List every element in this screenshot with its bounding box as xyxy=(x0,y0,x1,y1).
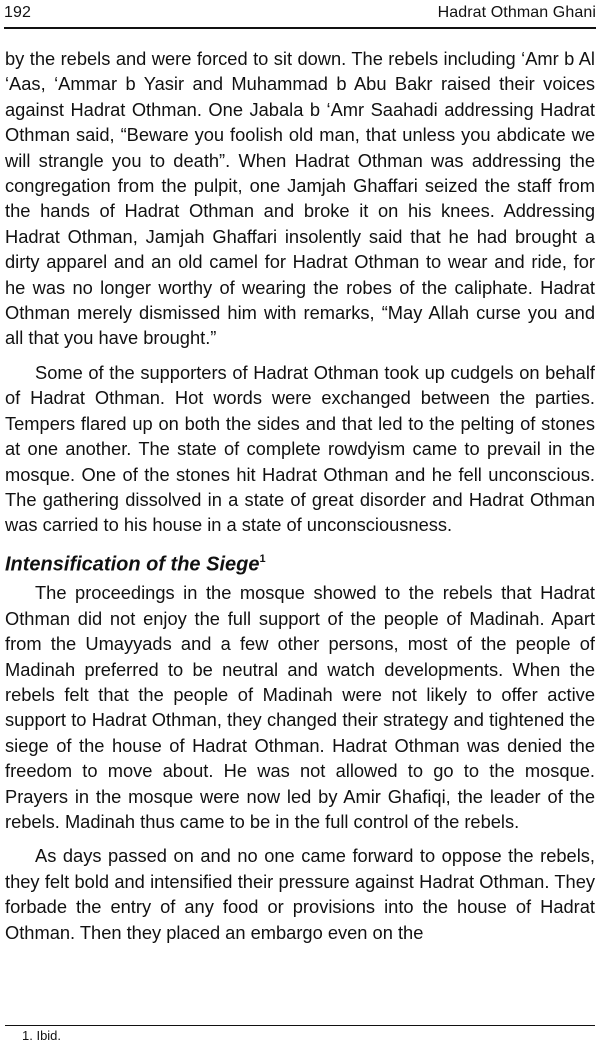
header-rule xyxy=(4,27,596,29)
paragraph: by the rebels and were forced to sit down. The rebels including ‘Amr b Al ‘Aas, ‘Ammar b Yasir and Muhammad b Abu Bakr raised their voices against Hadrat Othman. One Jabala b ‘Amr Saahadi addressing Hadrat Othman said, “Beware you foolish old man, that unless you abdicate we will strangle you to death”. When Hadrat Othman was addressing the congregation from the pulpit, one Jamjah Ghaffari seized the staff from the hands of Hadrat Othman and broke it on his knees. Addressing Hadrat Othman, Jamjah Ghaffari insolently said that he had brought a dirty apparel and an old camel for Hadrat Othman to wear and ride, for he was no longer worthy of wearing the robes of the caliphate. Hadrat Othman merely dismissed him with remarks, “May Allah curse you and all that you have brought.” xyxy=(5,48,595,349)
running-header xyxy=(4,0,596,26)
footnote: 1. Ibid. xyxy=(22,1028,62,1043)
footnote-rule xyxy=(5,1025,595,1026)
section-heading-text: Intensification of the Siege xyxy=(5,553,260,576)
paragraph: As days passed on and no one came forward to oppose the rebels, they felt bold and intensified their pressure against Hadrat Othman. They forbade the entry of any food or provisions into the house of Hadrat Othman. Then they placed an embargo even on the xyxy=(5,845,595,943)
running-title: Hadrat Othman Ghani xyxy=(437,4,596,21)
page-number: 192 xyxy=(4,4,31,21)
page-body xyxy=(5,46,595,945)
paragraph: The proceedings in the mosque showed to the rebels that Hadrat Othman did not enjoy the full support of the people of Madinah. Apart from the Umayyads and a few other persons, most of the people of Madinah preferred to be neutral and watch developments. When the rebels felt that the people of Madinah were not likely to offer active support to Hadrat Othman, they changed their strategy and tightened the siege of the house of Hadrat Othman. Hadrat Othman was denied the freedom to move about. He was not allowed to go to the mosque. Prayers in the mosque were now led by Amir Ghafiqi, the leader of the rebels. Madinah thus came to be in the full control of the rebels. xyxy=(5,582,595,833)
section-heading xyxy=(5,547,595,578)
footnote-marker: 1 xyxy=(259,552,266,565)
paragraph: Some of the supporters of Hadrat Othman took up cudgels on behalf of Hadrat Othman. Hot words were exchanged between the parties. Tempers flared up on both the sides and that led to the pelting of stones at one another. The state of complete rowdyism came to prevail in the mosque. One of the stones hit Hadrat Othman and he fell unconscious. The gathering dissolved in a state of great disorder and Hadrat Othman was carried to his house in a state of unconsciousness. xyxy=(5,361,595,536)
